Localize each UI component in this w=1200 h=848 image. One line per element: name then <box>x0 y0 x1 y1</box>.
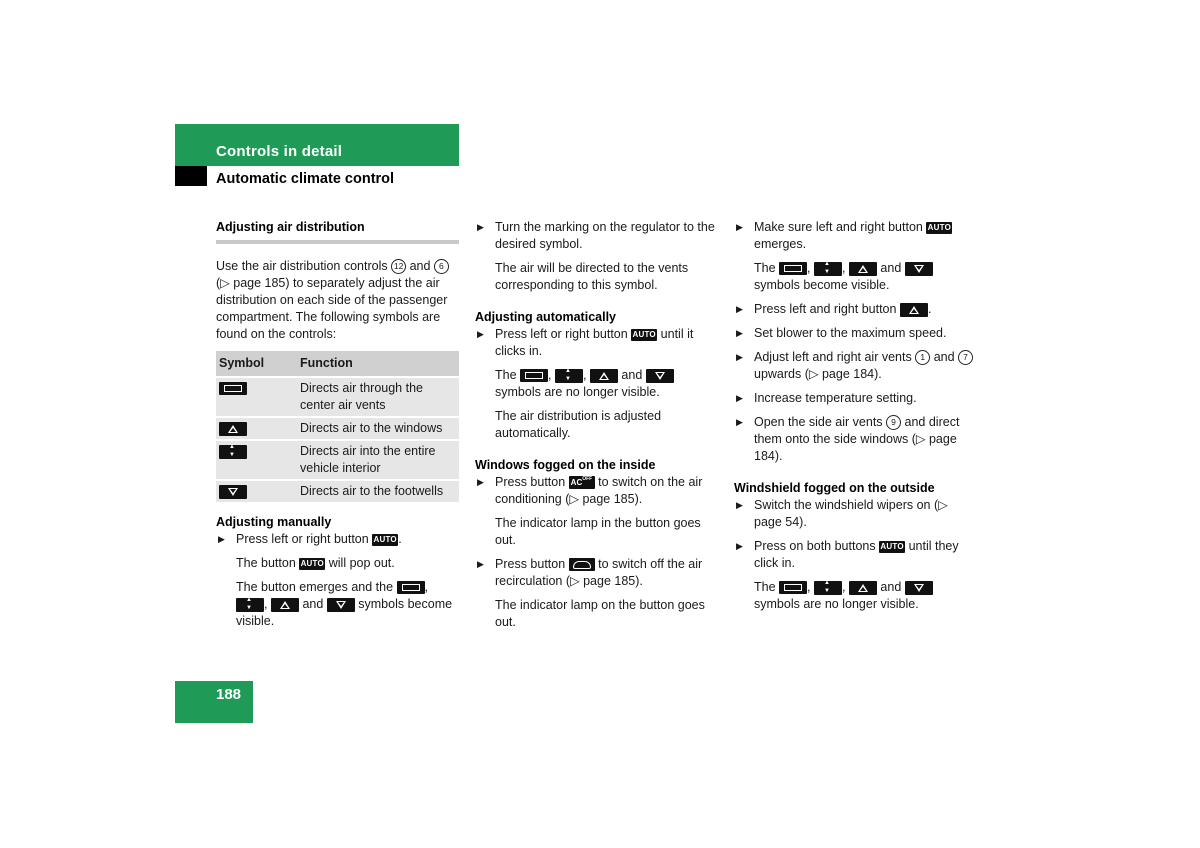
bullet-arrow-icon: ▶ <box>736 417 743 427</box>
note-text: The , ▼ ▲, and symbols become visible. <box>734 260 974 294</box>
step-text: Press left and right button <box>754 302 897 316</box>
callout-number: 6 <box>434 259 449 274</box>
note-text-b: symbols become visible. <box>236 597 453 628</box>
intro-text-c: (▷ page 185) to separately adjust the air distribution on each side of the passenger compartment. The following symbols are found on the controls: <box>216 276 448 341</box>
step-item <box>734 414 974 465</box>
heading-fogged-inside: Windows fogged on the inside <box>475 458 656 472</box>
center-vent-icon <box>219 382 247 395</box>
page-number-box <box>175 681 253 723</box>
bullet-arrow-icon: ▶ <box>218 534 225 544</box>
footwell-icon <box>646 369 674 383</box>
symbol-table <box>216 349 459 504</box>
interior-icon <box>219 445 247 459</box>
heading-air-distribution: Adjusting air distribution <box>216 219 459 244</box>
heading-fogged-outside: Windshield fogged on the outside <box>734 481 935 495</box>
step-text: . <box>927 302 932 316</box>
footwell-icon <box>905 262 933 276</box>
note-text <box>216 555 459 572</box>
function-text: Directs air into the entire vehicle interior <box>297 441 459 479</box>
section-title: Controls in detail <box>216 143 343 160</box>
windshield-icon <box>900 303 928 317</box>
col-header-symbol: Symbol <box>216 351 297 376</box>
step-text: and <box>933 350 955 364</box>
bullet-arrow-icon: ▶ <box>736 393 743 403</box>
step-text: until it clicks in. <box>495 327 694 358</box>
step-item <box>734 349 974 383</box>
note-text: The , ▼ ▲, and symbols are no longer visible. <box>475 367 720 401</box>
windshield-icon <box>271 598 299 612</box>
auto-button-icon: AUTO <box>880 541 904 551</box>
step-text: and direct them onto the side windows (▷ page 184). <box>754 415 960 463</box>
windshield-icon <box>849 262 877 276</box>
step-text: Turn the marking on the regulator to the desired symbol. <box>495 220 715 251</box>
intro-paragraph <box>216 258 459 343</box>
bullet-arrow-icon: ▶ <box>736 304 743 314</box>
note-and: and <box>880 580 902 594</box>
step-text: Press button <box>495 557 566 571</box>
interior-icon <box>814 262 842 276</box>
function-text: Directs air through the center air vents <box>297 378 459 416</box>
auto-button-icon: AUTO <box>300 558 324 568</box>
bullet-arrow-icon: ▶ <box>477 222 484 232</box>
note-text-b: symbols become visible. <box>754 278 890 292</box>
table-row <box>216 418 459 439</box>
windshield-icon <box>849 581 877 595</box>
interior-icon <box>555 369 583 383</box>
step-item <box>216 531 459 548</box>
step-text: Press on both buttons <box>754 539 876 553</box>
footwell-icon <box>327 598 355 612</box>
auto-button-icon: AUTO <box>373 534 397 544</box>
step-item <box>734 301 974 318</box>
step-item <box>734 538 974 572</box>
callout-number: 9 <box>886 415 901 430</box>
step-text: emerges. <box>754 237 807 251</box>
center-vent-icon <box>520 369 548 382</box>
intro-text-b: and <box>409 259 431 273</box>
step-text: to switch on the air conditioning (▷ page 185). <box>495 475 703 506</box>
auto-button-icon: AUTO <box>632 329 656 339</box>
step-item <box>475 326 720 360</box>
callout-number: 7 <box>958 350 973 365</box>
note-text: The button emerges and the , ▼ ▲, and symbols become visible. <box>216 579 459 630</box>
note-text-a: The <box>754 580 776 594</box>
ac-off-button-icon: $AC^{OFF}$ <box>569 476 595 489</box>
step-text: Increase temperature setting. <box>754 391 917 405</box>
interior-icon <box>236 598 264 612</box>
step-item <box>475 219 720 253</box>
note-text: The air distribution is adjusted automatically. <box>495 409 662 440</box>
step-item <box>734 390 974 407</box>
note-text: The indicator lamp in the button goes out. <box>495 516 701 547</box>
step-text: Make sure left and right button <box>754 220 923 234</box>
column-1 <box>216 219 459 637</box>
note-text: The indicator lamp on the button goes out. <box>495 598 705 629</box>
note-text: The air will be directed to the vents corresponding to this symbol. <box>495 261 689 292</box>
note-text-b: symbols are no longer visible. <box>754 597 919 611</box>
callout-number: 1 <box>915 350 930 365</box>
center-vent-icon <box>397 581 425 594</box>
table-row <box>216 441 459 479</box>
step-text: until they click in. <box>754 539 959 570</box>
col-header-function: Function <box>297 351 459 376</box>
column-3 <box>734 219 974 620</box>
bullet-arrow-icon: ▶ <box>736 500 743 510</box>
column-2 <box>475 219 720 638</box>
note-text-a: The <box>754 261 776 275</box>
center-vent-icon <box>779 262 807 275</box>
note-text-a: The button emerges and the <box>236 580 394 594</box>
table-row <box>216 378 459 416</box>
windshield-icon <box>219 422 247 436</box>
header-marker <box>175 166 207 186</box>
bullet-arrow-icon: ▶ <box>736 541 743 551</box>
bullet-arrow-icon: ▶ <box>477 559 484 569</box>
heading-manual: Adjusting manually <box>216 515 332 529</box>
bullet-arrow-icon: ▶ <box>736 352 743 362</box>
function-text: Directs air to the footwells <box>297 481 459 502</box>
step-text: Set blower to the maximum speed. <box>754 326 947 340</box>
function-text: Directs air to the windows <box>297 418 459 439</box>
step-text: to switch off the air recirculation (▷ page 185). <box>495 557 703 588</box>
note-and: and <box>621 368 643 382</box>
step-text: Switch the windshield wipers on (▷ page 54). <box>754 498 948 529</box>
bullet-arrow-icon: ▶ <box>477 477 484 487</box>
auto-button-icon: AUTO <box>927 222 951 232</box>
bullet-arrow-icon: ▶ <box>477 329 484 339</box>
step-item <box>734 497 974 531</box>
heading-automatic: Adjusting automatically <box>475 310 616 324</box>
step-text: Press left or right button <box>236 532 369 546</box>
step-text: Adjust left and right air vents <box>754 350 912 364</box>
page-number: 188 <box>216 686 242 703</box>
step-item <box>475 474 720 508</box>
step-text: upwards (▷ page 184). <box>754 367 882 381</box>
step-item <box>734 325 974 342</box>
note-text-a: The <box>495 368 517 382</box>
note-text-b: will pop out. <box>328 556 395 570</box>
windshield-icon <box>590 369 618 383</box>
step-text: Open the side air vents <box>754 415 883 429</box>
step-text: . <box>398 532 402 546</box>
table-header-row <box>216 351 459 376</box>
bullet-arrow-icon: ▶ <box>736 222 743 232</box>
step-item <box>475 556 720 590</box>
note-text-a: The button <box>236 556 296 570</box>
center-vent-icon <box>779 581 807 594</box>
callout-number: 12 <box>391 259 406 274</box>
intro-text-a: Use the air distribution controls <box>216 259 388 273</box>
footwell-icon <box>219 485 247 499</box>
note-and: and <box>880 261 902 275</box>
subsection-title: Automatic climate control <box>216 171 395 187</box>
recirculation-button-icon <box>569 558 595 571</box>
note-and: and <box>302 597 324 611</box>
note-text-b: symbols are no longer visible. <box>495 385 660 399</box>
bullet-arrow-icon: ▶ <box>736 328 743 338</box>
interior-icon <box>814 581 842 595</box>
note-text: The , ▼ ▲, and symbols are no longer visible. <box>734 579 974 613</box>
step-item <box>734 219 974 253</box>
step-text: Press left or right button <box>495 327 628 341</box>
step-text: Press button <box>495 475 566 489</box>
footwell-icon <box>905 581 933 595</box>
table-row <box>216 481 459 502</box>
